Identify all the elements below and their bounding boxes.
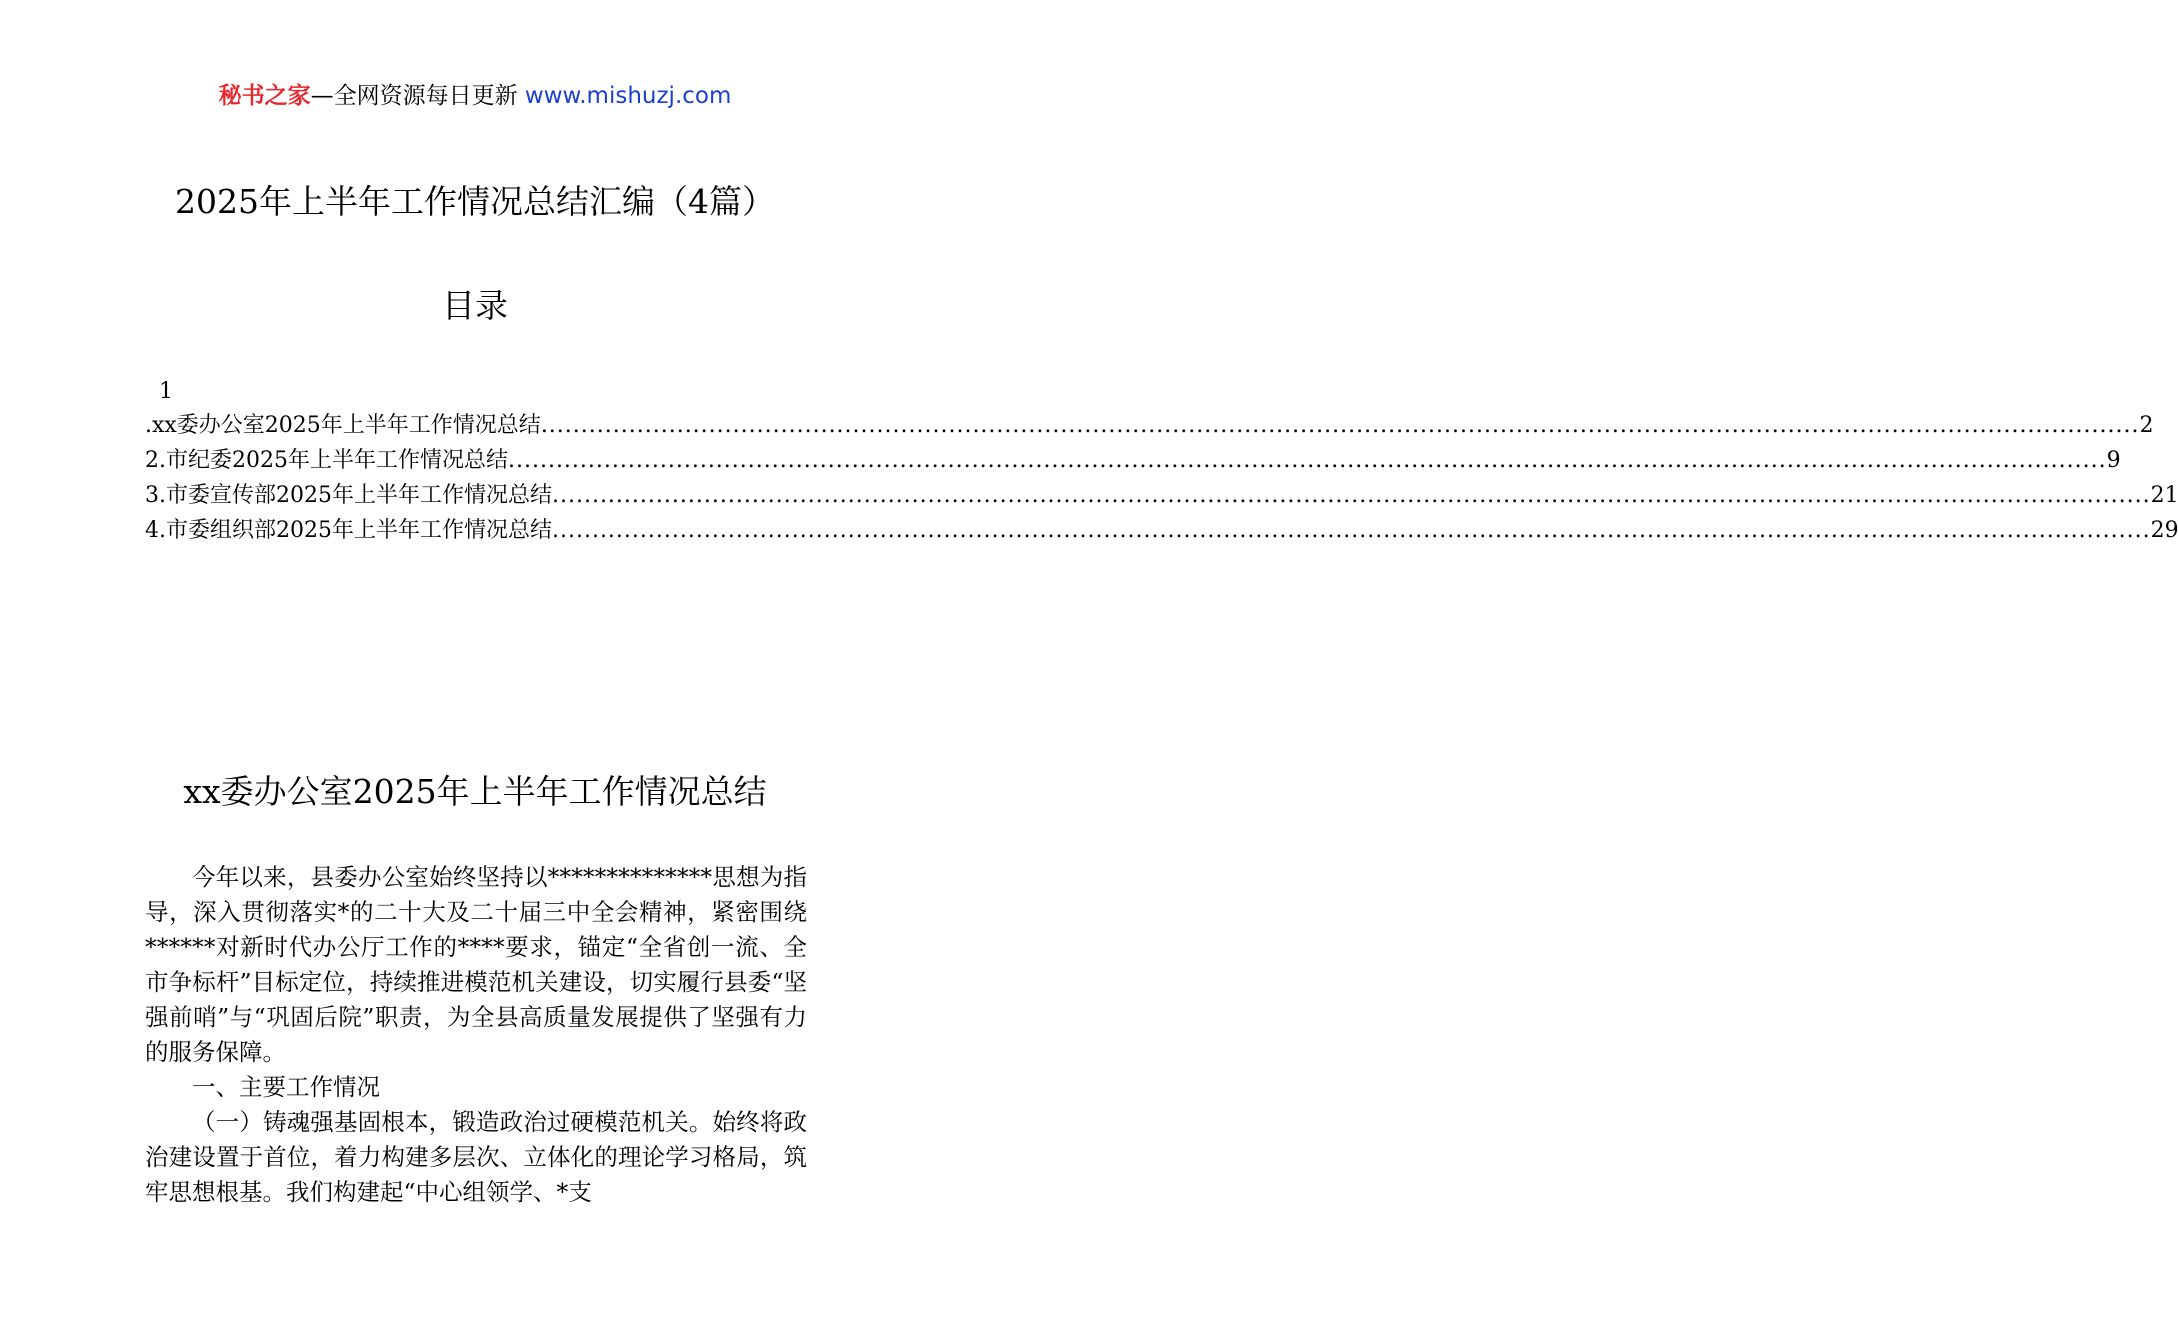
body-paragraph: （一）铸魂强基固根本，锻造政治过硬模范机关。始终将政治建设置于首位，着力构建多层次、立体化的理论学习格局，筑牢思想根基。我们构建起“中心组领学、*支 [145,1108,807,1206]
toc-entry[interactable] [145,443,2121,478]
section-title: xx委办公室2025年上半年工作情况总结 [183,772,767,811]
document-title: 2025年上半年工作情况总结汇编（4篇） [175,182,775,221]
toc-first-number: 1 [159,379,173,404]
site-brand: 秘书之家 [218,83,311,109]
table-of-contents [145,376,2179,548]
site-header [0,80,950,112]
section-body [145,860,807,1210]
toc-entry-label: 3.市委宣传部2025年上半年工作情况总结 [145,483,552,508]
toc-entry-label: 4.市委组织部2025年上半年工作情况总结 [145,518,552,543]
toc-leader-dots: ........................................................................................................................................................................................................ [507,448,2107,473]
toc-leader-dots: ........................................................................................................................................................................................................ [551,483,2151,508]
toc-entry[interactable] [145,513,2179,548]
body-paragraph: 今年以来，县委办公室始终坚持以**************思想为指导，深入贯彻落实*的二十大及二十届三中全会精神，紧密围绕******对新时代办公厅工作的****要求，锚定“全省创一流、全市争标杆”目标定位，持续推进模范机关建设，切实履行县委“坚强前哨”与“巩固后院”职责，为全县高质量发展提供了坚强有力的服务保障。 [145,863,807,1066]
toc-entry-page: 21 [2150,483,2179,508]
toc-entry-page: 2 [2139,413,2154,438]
toc-leader-dots: ........................................................................................................................................................................................................ [551,518,2151,543]
section-heading: 一、主要工作情况 [192,1073,380,1101]
toc-leader-dots: ........................................................................................................................................................................................................ [540,413,2140,438]
toc-entry-label: .xx委办公室2025年上半年工作情况总结 [145,413,541,438]
site-tagline: —全网资源每日更新 [310,83,525,109]
toc-entry[interactable] [145,408,2154,443]
site-url-link[interactable]: www.mishuzj.com [524,83,732,109]
toc-entry-page: 9 [2106,448,2121,473]
toc-entry-page: 29 [2150,518,2179,543]
toc-entry-label: 2.市纪委2025年上半年工作情况总结 [145,448,508,473]
toc-heading: 目录 [442,286,508,325]
toc-entry[interactable] [145,478,2179,513]
